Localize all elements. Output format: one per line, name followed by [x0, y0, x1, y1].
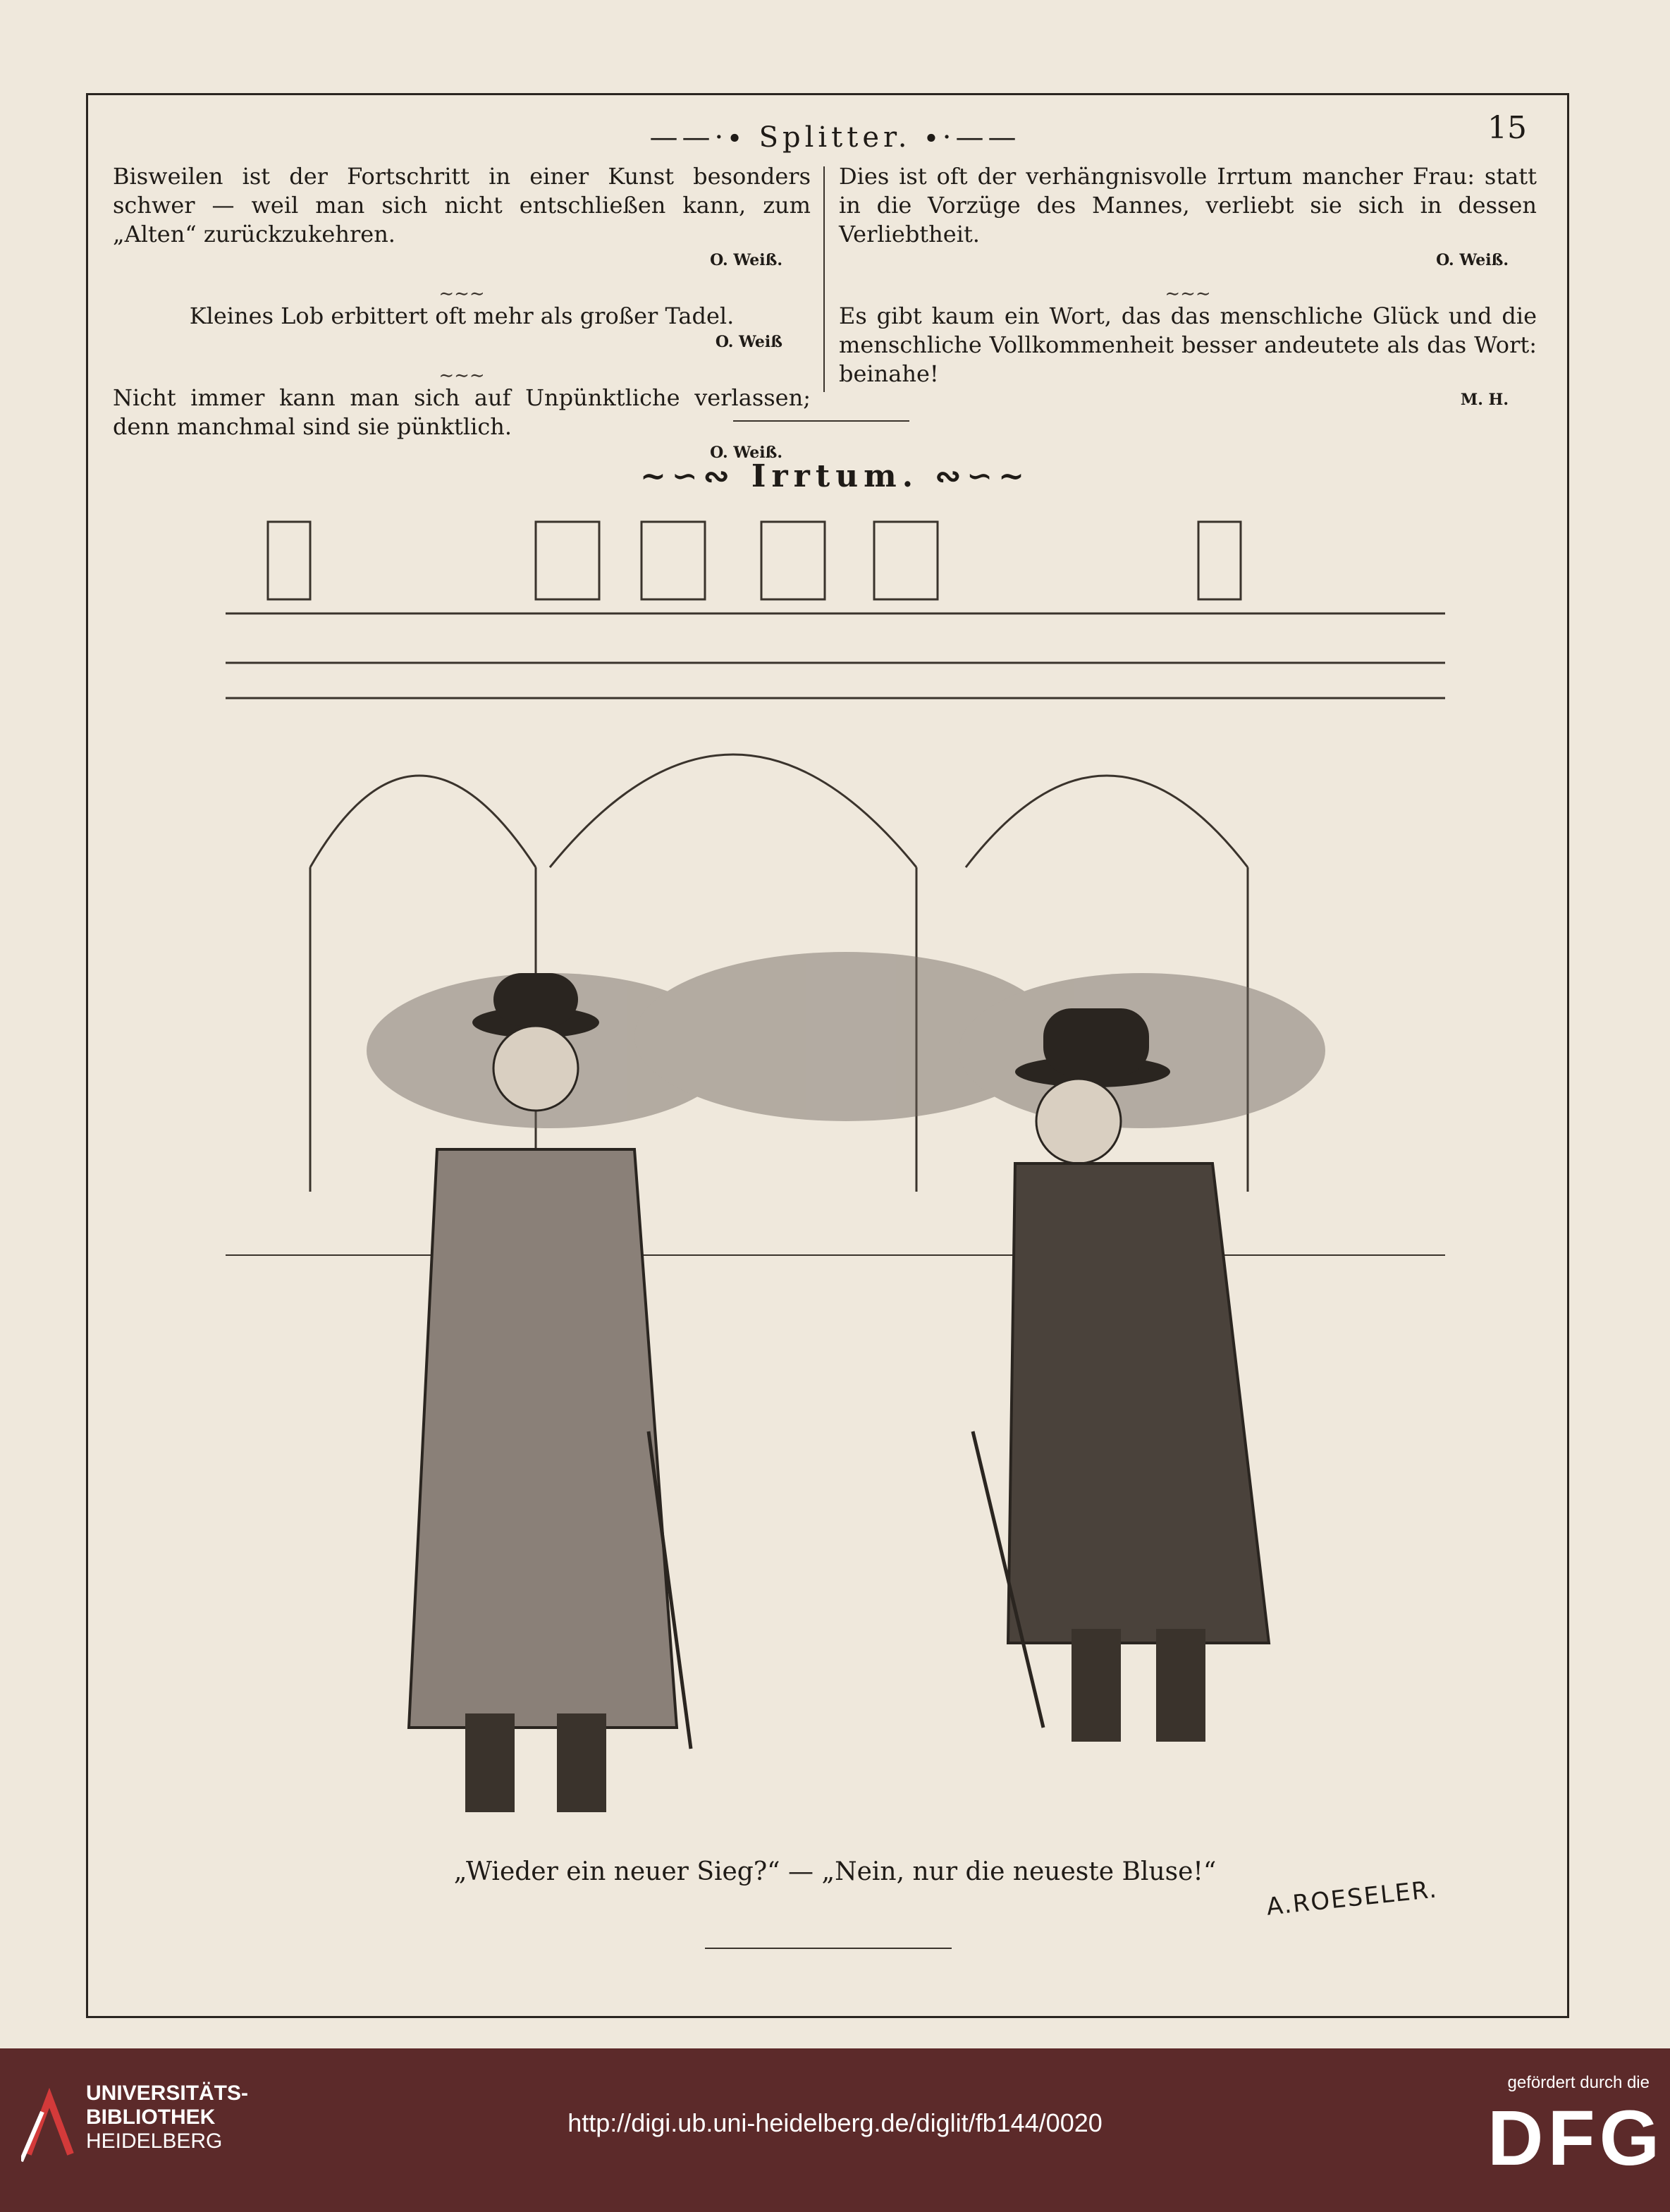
cartoon-caption: „Wieder ein neuer Sieg?“ — „Nein, nur die neueste Bluse!“	[453, 1857, 1217, 1886]
source-url[interactable]: http://digi.ub.uni-heidelberg.de/diglit/fb144/0020	[567, 2108, 1103, 2137]
separator-rule	[733, 420, 909, 422]
aphorism-author: O. Weiß.	[710, 444, 782, 462]
section-header: ——·∙ Splitter. ∙·——	[649, 121, 1021, 154]
aphorism-text: Dies ist oft der verhängnisvolle Irrtum mancher Frau: statt in die Vorzüge des Mannes, verliebt sie sich in dessen Verliebtheit.	[839, 163, 1537, 248]
library-name-line: HEIDELBERG	[86, 2129, 223, 2153]
aphorism-text: Nicht immer kann man sich auf Unpünktliche verlassen; denn manchmal sind sie pünktlich.	[113, 384, 811, 440]
aphorism	[113, 384, 811, 468]
divider-ornament: ∼∼∼	[1165, 283, 1211, 305]
cartoon-illustration	[226, 515, 1445, 1840]
dfg-logo: DFG	[1487, 2095, 1664, 2182]
funded-by-label: gefördert durch die	[1507, 2073, 1650, 2092]
arcade-building	[226, 522, 1445, 1255]
divider-ornament: ∼∼∼	[438, 365, 485, 386]
aphorism	[839, 302, 1537, 415]
aphorism-author: O. Weiß	[715, 333, 782, 351]
page-number: 15	[1487, 110, 1527, 146]
column-divider	[823, 166, 825, 392]
aphorism-text: Kleines Lob erbittert oft mehr als großer Tadel.	[189, 303, 735, 329]
aphorism-author: M. H.	[1460, 391, 1509, 409]
title-ornament-right: ∾∽~	[919, 458, 1030, 494]
aphorism	[839, 162, 1537, 275]
library-name-line: UNIVERSITÄTS-	[86, 2082, 249, 2105]
cartoon-title-text: Irrtum.	[751, 458, 919, 494]
library-name-line: BIBLIOTHEK	[86, 2106, 216, 2129]
aphorism-author: O. Weiß.	[710, 251, 782, 269]
title-ornament-left: ~∽∾	[640, 458, 751, 494]
left-column	[113, 162, 811, 479]
divider-ornament: ∼∼∼	[438, 283, 485, 305]
aphorism	[113, 302, 811, 357]
cartoon-title	[0, 458, 1670, 494]
aphorism	[113, 162, 811, 275]
aphorism-author: O. Weiß.	[1436, 251, 1509, 269]
separator-rule	[705, 1948, 952, 1949]
aphorism-text: Es gibt kaum ein Wort, das das menschliche Glück und die menschliche Vollkommenheit besser andeutete als das Wort: beinahe!	[839, 303, 1537, 387]
artist-signature: A.ROESELER.	[1265, 1875, 1439, 1921]
aphorism-text: Bisweilen ist der Fortschritt in einer Kunst besonders schwer — weil man sich nicht entschließen kann, zum „Alten“ zurückzukehren.	[113, 163, 811, 248]
right-column	[839, 162, 1537, 426]
